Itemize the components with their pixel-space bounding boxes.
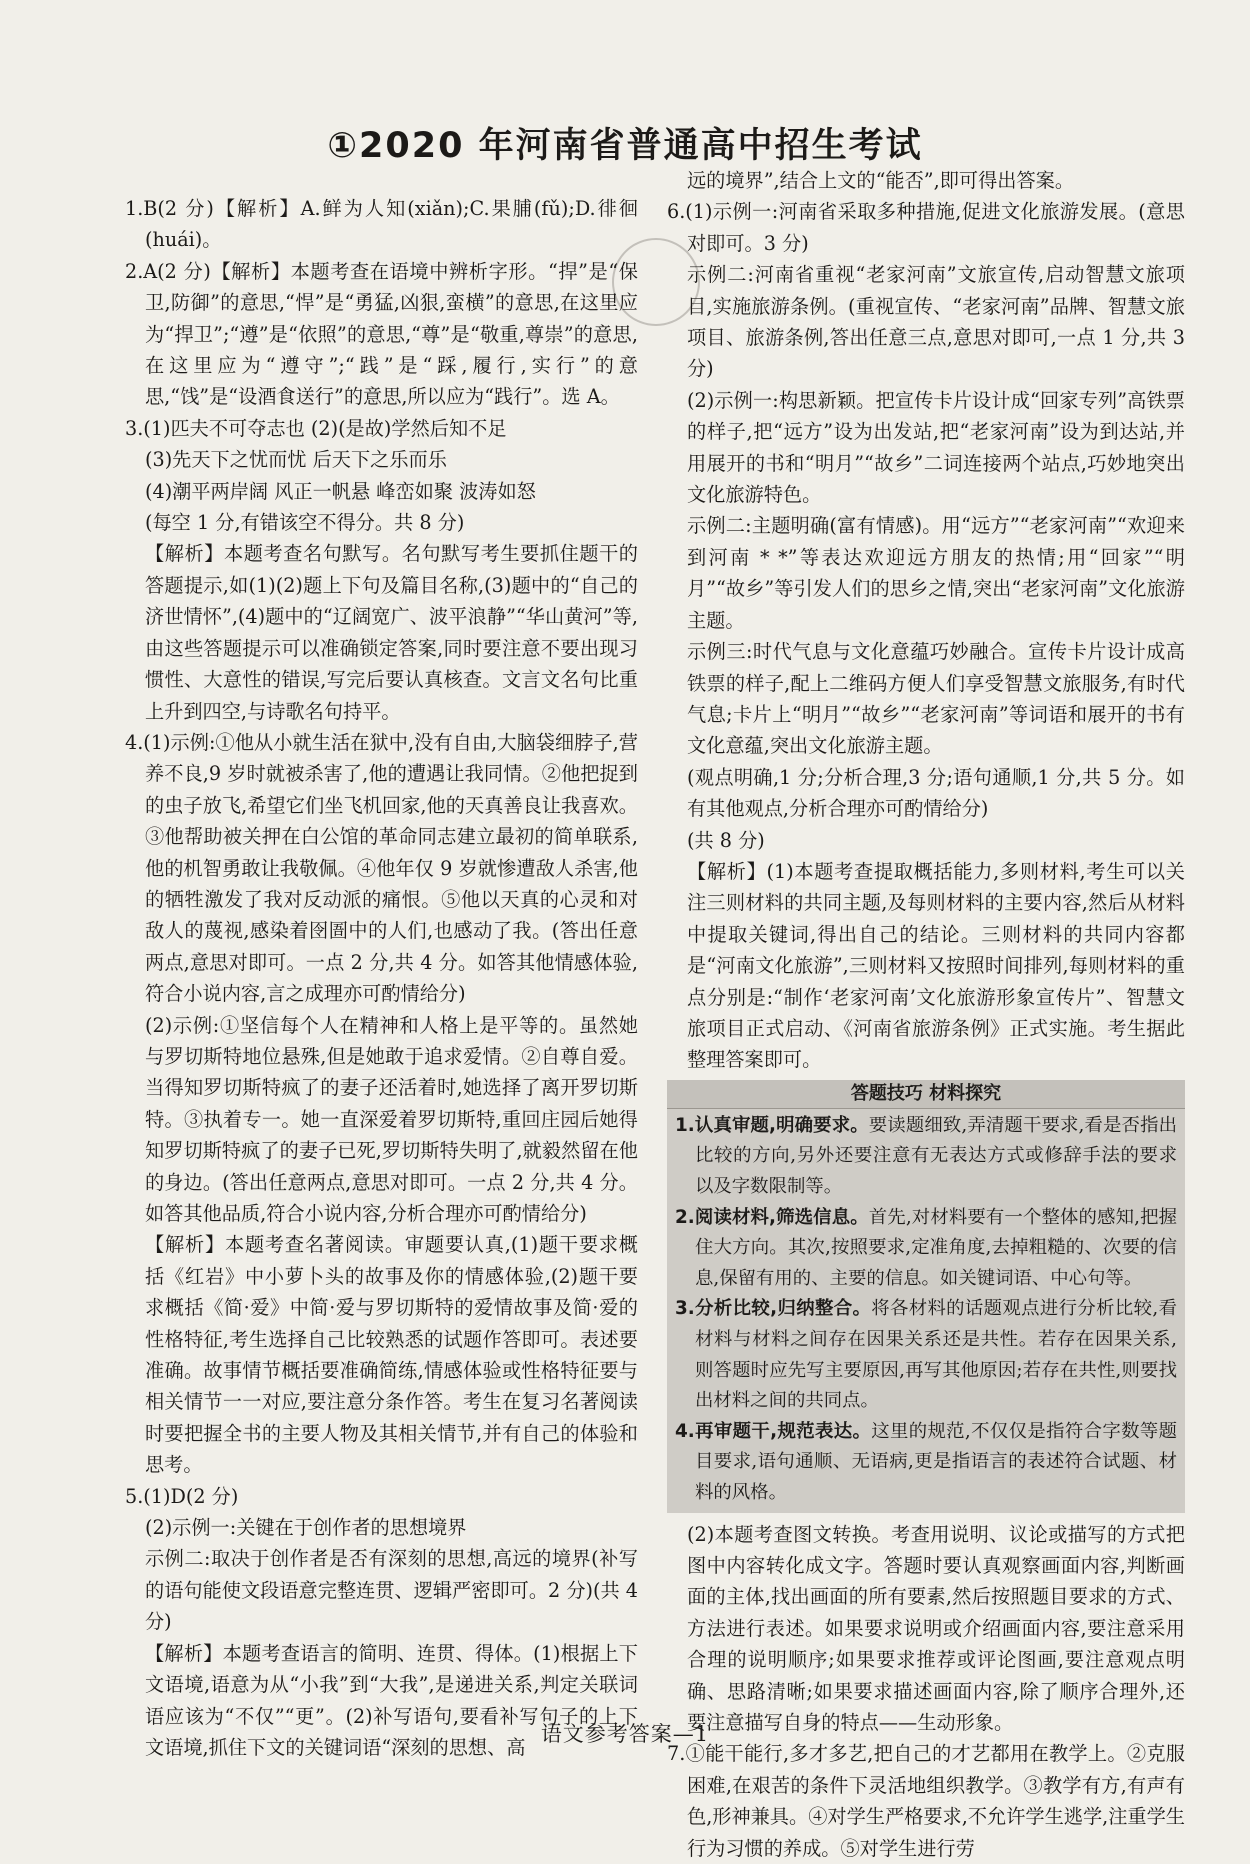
answer-paragraph: 【解析】(1)本题考查提取概括能力,多则材料,考生可以关注三则材料的共同主题,及每则材料的主要内容,然后从材料中提取关键词,得出自己的结论。三则材料的共同内容都是“河南文化旅游”,三则材料又按照时间排列,每则材料的重点分别是:“制作‘老家河南’文化旅游形象宣传片”、智慧文旅项目正式启动、《河南省旅游条例》正式实施。考生据此整理答案即可。 bbox=[687, 859, 1185, 1072]
tip-text: 首先,对材料要有一个整体的感知,把握住大方向。其次,按照要求,定准角度,去掉粗糙的、次要的信息,保留有用的、主要的信息。如关键词语、中心句等。 bbox=[695, 1206, 1177, 1289]
answer-paragraph: (观点明确,1 分;分析合理,3 分;语句通顺,1 分,共 5 分。如有其他观点,分析合理亦可酌情给分) bbox=[687, 765, 1185, 821]
answer-paragraph: 7.①能干能行,多才多艺,把自己的才艺都用在教学上。②克服困难,在艰苦的条件下灵活地组织教学。③教学有方,有声有色,形神兼具。④对学生严格要求,不允许学生逃学,注重学生行为习惯的养成。⑤对学生进行劳 bbox=[667, 1742, 1185, 1860]
answer-paragraph: (2)示例一:关键在于创作者的思想境界 bbox=[145, 1516, 467, 1540]
right-column-bottom bbox=[667, 1519, 1185, 1864]
tips-box-items bbox=[675, 1111, 1177, 1509]
answer-paragraph: 【解析】本题考查语言的简明、连贯、得体。(1)根据上下文语境,语意为从“小我”到“大我”,是递进关系,判定关联词语应该为“不仅”“更”。(2)补写语句,要看补写句子的上下文语境,抓住下文的关键词语“深刻的思想、高 bbox=[145, 1641, 638, 1759]
answer-paragraph: (共 8 分) bbox=[687, 828, 765, 852]
right-column bbox=[667, 165, 1185, 1864]
answer-paragraph: 3.(1)匹夫不可夺志也 (2)(是故)学然后知不足 bbox=[125, 416, 507, 440]
answer-paragraph: (2)本题考查图文转换。考查用说明、议论或描写的方式把图中内容转化成文字。答题时要认真观察画面内容,判断画面的主体,找出画面的所有要素,然后按照题目要求的方式、方法进行表述。如果要求说明或介绍画面内容,要注意采用合理的说明顺序;如果要求推荐或评论图画,要注意观点明确、思路清晰;如果要求描述画面内容,除了顺序合理外,还要注意描写自身的特点——生动形象。 bbox=[687, 1522, 1185, 1734]
tip-heading: 1.认真审题,明确要求。 bbox=[675, 1114, 869, 1136]
tips-box-title: 答题技巧 材料探究 bbox=[667, 1080, 1185, 1109]
tip-item bbox=[675, 1294, 1177, 1416]
tip-item bbox=[675, 1417, 1177, 1509]
page-footer: 语文参考答案—1 bbox=[540, 1722, 710, 1746]
left-column bbox=[125, 193, 638, 1763]
page-title: ①2020 年河南省普通高中招生考试 bbox=[327, 126, 923, 166]
answer-paragraph: 远的境界”,结合上文的“能否”,即可得出答案。 bbox=[687, 169, 1075, 192]
tip-heading: 3.分析比较,归纳整合。 bbox=[675, 1298, 872, 1320]
answer-paragraph: 5.(1)D(2 分) bbox=[125, 1484, 239, 1508]
tip-text: 这里的规范,不仅仅是指符合字数等题目要求,语句通顺、无语病,更是指语言的表述符合试题、材料的风格。 bbox=[695, 1420, 1177, 1503]
tip-heading: 2.阅读材料,筛选信息。 bbox=[675, 1206, 869, 1228]
answer-paragraph: (3)先天下之忧而忧 后天下之乐而乐 bbox=[145, 448, 447, 472]
tip-item bbox=[675, 1203, 1177, 1295]
answer-paragraph: (每空 1 分,有错该空不得分。共 8 分) bbox=[145, 511, 465, 535]
answer-paragraph: 示例二:主题明确(富有情感)。用“远方”“老家河南”“欢迎来到河南 * *”等表达欢迎远方朋友的热情;用“回家”“明月”“故乡”等引发人们的思乡之情,突出“老家河南”文化旅游主题。 bbox=[687, 514, 1185, 632]
tip-heading: 4.再审题干,规范表达。 bbox=[675, 1420, 872, 1442]
answer-paragraph: 2.A(2 分)【解析】本题考查在语境中辨析字形。“捍”是“保卫,防御”的意思,“悍”是“勇猛,凶狠,蛮横”的意思,在这里应为“捍卫”;“遵”是“依照”的意思,“尊”是“敬重,尊崇”的意思,在这里应为“遵守”;“践”是“踩,履行,实行”的意思,“饯”是“设酒食送行”的意思,所以应为“践行”。选 A。 bbox=[125, 259, 638, 409]
answer-paragraph: (4)潮平两岸阔 风正一帆悬 峰峦如聚 波涛如怒 bbox=[145, 479, 536, 503]
tip-text: 要读题细致,弄清题干要求,看是否指出比较的方向,另外还要注意有无表达方式或修辞手法的要求以及字数限制等。 bbox=[695, 1114, 1177, 1197]
right-column-top bbox=[667, 165, 1185, 1076]
tip-text: 将各材料的话题观点进行分析比较,看材料与材料之间存在因果关系还是共性。若存在因果关系,则答题时应先写主要原因,再写其他原因;若存在共性,则要找出材料之间的共同点。 bbox=[695, 1298, 1177, 1412]
answer-paragraph: 示例二:河南省重视“老家河南”文旅宣传,启动智慧文旅项目,实施旅游条例。(重视宣传、“老家河南”品牌、智慧文旅项目、旅游条例,答出任意三点,意思对即可,一点 1 分,共 3 分) bbox=[687, 263, 1185, 381]
answer-paragraph: (2)示例:①坚信每个人在精神和人格上是平等的。虽然她与罗切斯特地位悬殊,但是她敢于追求爱情。②自尊自爱。当得知罗切斯特疯了的妻子还活着时,她选择了离开罗切斯特。③执着专一。她一直深爱着罗切斯特,重回庄园后她得知罗切斯特疯了的妻子已死,罗切斯特失明了,就毅然留在他的身边。(答出任意两点,意思对即可。一点 2 分,共 4 分。如答其他品质,符合小说内容,分析合理亦可酌情给分) bbox=[145, 1013, 638, 1225]
answer-paragraph: 4.(1)示例:①他从小就生活在狱中,没有自由,大脑袋细脖子,营养不良,9 岁时就被杀害了,他的遭遇让我同情。②他把捉到的虫子放飞,希望它们坐飞机回家,他的天真善良让我喜欢。③他帮助被关押在白公馆的革命同志建立最初的简单联系,他的机智勇敢让我敬佩。④他年仅 9 岁就惨遭敌人杀害,他的牺牲激发了我对反动派的痛恨。⑤他以天真的心灵和对敌人的蔑视,感染着囹圄中的人们,也感动了我。(答出任意两点,意思对即可。一点 2 分,共 4 分。如答其他情感体验,符合小说内容,言之成理亦可酌情给分) bbox=[125, 730, 638, 1006]
answer-paragraph: 【解析】本题考查名著阅读。审题要认真,(1)题干要求概括《红岩》中小萝卜头的故事及你的情感体验,(2)题干要求概括《简·爱》中简·爱与罗切斯特的爱情故事及简·爱的性格特征,考生选择自己比较熟悉的试题作答即可。表述要准确。故事情节概括要准确简练,情感体验或性格特征要与相关情节一一对应,要注意分条作答。考生在复习名著阅读时要把握全书的主要人物及其相关情节,并有自己的体验和思考。 bbox=[145, 1233, 638, 1477]
answer-paragraph: (2)示例一:构思新颖。把宣传卡片设计成“回家专列”高铁票的样子,把“远方”设为出发站,把“老家河南”设为到达站,并用展开的书和“明月”“故乡”二词连接两个站点,巧妙地突出文化旅游特色。 bbox=[687, 388, 1185, 507]
tip-item bbox=[675, 1111, 1177, 1203]
answer-paragraph: 6.(1)示例一:河南省采取多种措施,促进文化旅游发展。(意思对即可。3 分) bbox=[667, 200, 1185, 255]
answer-paragraph: 1.B(2 分)【解析】A.鲜为人知(xiǎn);C.果脯(fǔ);D.徘徊(huái)。 bbox=[125, 197, 638, 252]
answer-paragraph: 示例三:时代气息与文化意蕴巧妙融合。宣传卡片设计成高铁票的样子,配上二维码方便人们享受智慧文旅服务,有时代气息;卡片上“明月”“故乡”“老家河南”等词语和展开的书有文化意蕴,突出文化旅游主题。 bbox=[687, 640, 1185, 758]
answer-paragraph: 示例二:取决于创作者是否有深刻的思想,高远的境界(补写的语句能使文段语意完整连贯、逻辑严密即可。2 分)(共 4 分) bbox=[145, 1547, 638, 1634]
tips-box bbox=[667, 1080, 1185, 1513]
answer-paragraph: 【解析】本题考查名句默写。名句默写考生要抓住题干的答题提示,如(1)(2)题上下句及篇目名称,(3)题中的“自己的济世情怀”,(4)题中的“辽阔宽广、波平浪静”“华山黄河”等,由这些答题提示可以准确锁定答案,同时要注意不要出现习惯性、大意性的错误,写完后要认真核查。文言文名句比重上升到四空,与诗歌名句持平。 bbox=[145, 542, 638, 723]
